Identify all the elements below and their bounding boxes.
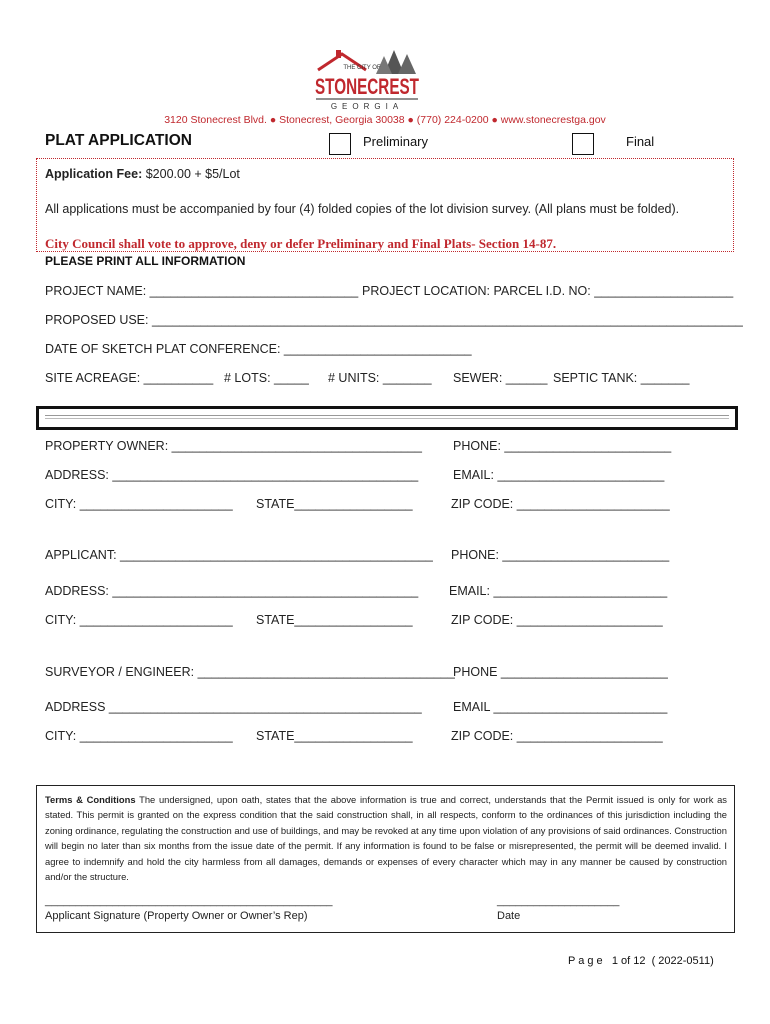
copies-note: All applications must be accompanied by four (4) folded copies of the lot division survey. (All plans must be folded). [45, 202, 680, 216]
applicant-phone-field[interactable]: PHONE: ________________________ [451, 548, 670, 562]
surveyor-zip-field[interactable]: ZIP CODE: _____________________ [451, 729, 663, 743]
site-acreage-field[interactable]: SITE ACREAGE: __________ [45, 371, 214, 385]
sewer-field[interactable]: SEWER: ______ [453, 371, 548, 385]
applicant-state-field[interactable]: STATE_________________ [256, 613, 413, 627]
surveyor-name-field[interactable]: SURVEYOR / ENGINEER: _____________________________________ [45, 665, 455, 679]
preliminary-label: Preliminary [363, 134, 429, 149]
surveyor-state-field[interactable]: STATE_________________ [256, 729, 413, 743]
owner-city-field[interactable]: CITY: ______________________ [45, 497, 233, 511]
print-note: PLEASE PRINT ALL INFORMATION [45, 254, 246, 268]
final-checkbox[interactable] [572, 133, 594, 155]
owner-name-field[interactable]: PROPERTY OWNER: ____________________________________ [45, 439, 422, 453]
owner-zip-field[interactable]: ZIP CODE: ______________________ [451, 497, 670, 511]
section-divider [36, 406, 738, 430]
sketch-conference-date-field[interactable]: DATE OF SKETCH PLAT CONFERENCE: ___________________________ [45, 342, 472, 356]
terms-heading: Terms & Conditions [45, 794, 136, 805]
page-number: P a g e 1 of 12 ( 2022-0511) [568, 955, 714, 967]
logo-state: GEORGIA [330, 102, 404, 111]
surveyor-phone-field[interactable]: PHONE ________________________ [453, 665, 668, 679]
applicant-email-field[interactable]: EMAIL: _________________________ [449, 584, 668, 598]
owner-state-field[interactable]: STATE_________________ [256, 497, 413, 511]
logo-name: STONECREST [315, 74, 420, 99]
logo-top-text: THE CITY OF [343, 65, 381, 71]
lots-field[interactable]: # LOTS: _____ [224, 371, 309, 385]
page-title: PLAT APPLICATION [45, 132, 192, 149]
terms-body: The undersigned, upon oath, states that the above information is true and correct, understands that the Permit issued is only for work as stated. This permit is granted on the express condition that the said construction shall, in all respects, conform to the ordinances of this jurisdiction including the zoning ordinance, regulating the construction and use of buildings, and may be revoked at any time upon violation of any provisions of said ordinances. Construction will begin no later than six months from the issue date of the permit. If any information is found to be false or misrepresented, the permit will be deemed invalid. I agree to indemnify and hold the city harmless from all damages, demands or expenses of every character which may in any manner be caused by construction and/or the structure. [45, 794, 727, 883]
septic-tank-field[interactable]: SEPTIC TANK: _______ [553, 371, 690, 385]
application-fee [45, 167, 240, 181]
project-location-field[interactable]: PROJECT LOCATION: PARCEL I.D. NO: ____________________ [362, 284, 734, 298]
fee-value: $200.00 + $5/Lot [142, 167, 240, 181]
proposed-use-field[interactable]: PROPOSED USE: _____________________________________________________________________________________ [45, 313, 743, 327]
date-line[interactable]: ____________________ [497, 895, 620, 907]
city-address-line: 3120 Stonecrest Blvd. ● Stonecrest, Georgia 30038 ● (770) 224-0200 ● www.stonecrestga.gov [164, 114, 606, 126]
surveyor-city-field[interactable]: CITY: ______________________ [45, 729, 233, 743]
fee-label: Application Fee: [45, 167, 143, 181]
terms-text [45, 792, 727, 884]
signature-line[interactable]: _______________________________________________ [45, 895, 333, 907]
applicant-address-field[interactable]: ADDRESS: ____________________________________________ [45, 584, 419, 598]
owner-email-field[interactable]: EMAIL: ________________________ [453, 468, 665, 482]
owner-phone-field[interactable]: PHONE: ________________________ [453, 439, 672, 453]
applicant-name-field[interactable]: APPLICANT: _____________________________________________ [45, 548, 433, 562]
applicant-zip-field[interactable]: ZIP CODE: _____________________ [451, 613, 663, 627]
applicant-city-field[interactable]: CITY: ______________________ [45, 613, 233, 627]
units-field[interactable]: # UNITS: _______ [328, 371, 432, 385]
date-label: Date [497, 910, 521, 922]
signature-label: Applicant Signature (Property Owner or Owner’s Rep) [45, 910, 308, 922]
project-name-field[interactable]: PROJECT NAME: ______________________________ [45, 284, 359, 298]
surveyor-address-field[interactable]: ADDRESS _____________________________________________ [45, 700, 422, 714]
city-logo [312, 48, 422, 114]
surveyor-email-field[interactable]: EMAIL _________________________ [453, 700, 668, 714]
final-label: Final [626, 134, 655, 149]
council-note: City Council shall vote to approve, deny or defer Preliminary and Final Plats- Section 14-87. [45, 236, 557, 251]
preliminary-checkbox[interactable] [329, 133, 351, 155]
owner-address-field[interactable]: ADDRESS: ____________________________________________ [45, 468, 419, 482]
